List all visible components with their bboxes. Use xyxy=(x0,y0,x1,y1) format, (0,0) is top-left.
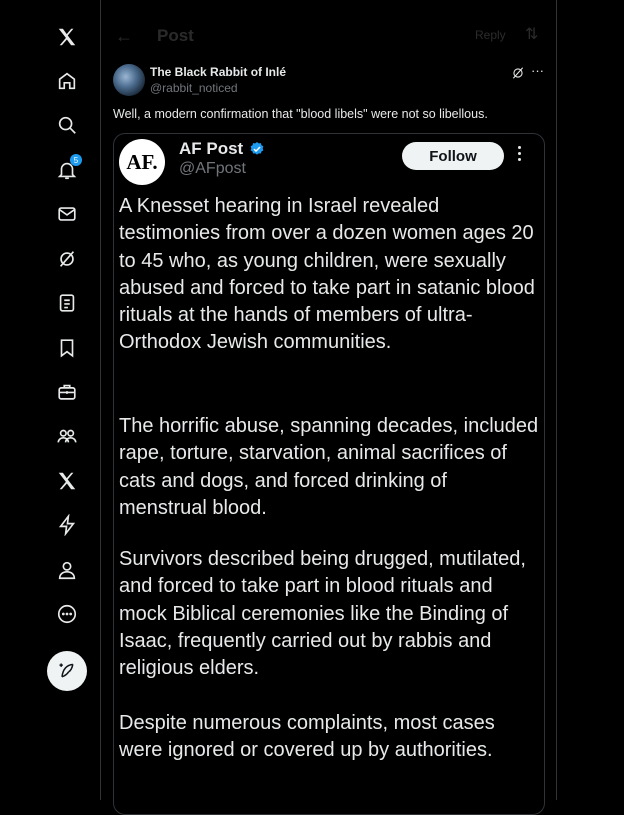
premium-x-icon[interactable] xyxy=(48,462,86,500)
af-post-logo[interactable]: AF. xyxy=(119,139,165,185)
messages-icon[interactable] xyxy=(48,195,86,233)
profile-icon[interactable] xyxy=(48,551,86,589)
quoted-author-handle[interactable]: @AFpost xyxy=(179,160,246,177)
home-icon[interactable] xyxy=(48,62,86,100)
back-arrow-icon[interactable]: ← xyxy=(115,26,133,46)
more-circle-icon[interactable] xyxy=(48,595,86,633)
search-icon[interactable] xyxy=(48,106,86,144)
main-column xyxy=(101,0,557,800)
x-logo-icon[interactable] xyxy=(48,18,86,56)
quoted-post[interactable] xyxy=(113,133,545,815)
post-more-icon[interactable]: ··· xyxy=(531,63,544,78)
page-title: Post xyxy=(157,26,194,45)
lists-icon[interactable] xyxy=(48,284,86,322)
author-handle[interactable]: @rabbit_noticed xyxy=(150,81,238,95)
quoted-more-icon[interactable] xyxy=(518,146,521,161)
lightning-icon[interactable] xyxy=(48,506,86,544)
verified-badge-icon xyxy=(249,141,265,157)
post-header xyxy=(101,18,556,54)
left-nav xyxy=(0,0,101,800)
quoted-author-name-text: AF Post xyxy=(179,139,244,158)
post-text: Well, a modern confirmation that "blood libels" were not so libellous. xyxy=(113,107,488,121)
communities-icon[interactable] xyxy=(48,417,86,455)
adjust-icon[interactable]: ⇅ xyxy=(525,26,539,43)
quoted-paragraph: A Knesset hearing in Israel revealed testimonies from over a dozen women ages 20 to 45 who, as young children, were sexually abused and forced to take part in satanic blood rituals at the hands of members of ultra-Orthodox Jewish communities. xyxy=(119,195,535,354)
jobs-icon[interactable] xyxy=(48,373,86,411)
notification-badge: 5 xyxy=(70,154,82,166)
bookmarks-icon[interactable] xyxy=(48,329,86,367)
grok-explain-icon[interactable] xyxy=(511,66,525,80)
grok-icon[interactable] xyxy=(48,240,86,278)
quoted-paragraph: The horrific abuse, spanning decades, included rape, torture, starvation, animal sacrifices of cats and dogs, and forced drinking of menstrual blood. xyxy=(119,415,539,519)
compose-post-button[interactable] xyxy=(47,651,87,691)
quoted-paragraph: Survivors described being drugged, mutilated, and forced to take part in blood rituals and mock Biblical ceremonies like the Binding of Isaac, frequently carried out by rabbis and religious elders. xyxy=(119,548,526,680)
reply-button[interactable]: Reply xyxy=(475,28,506,42)
notifications-icon[interactable] xyxy=(48,151,86,189)
quoted-paragraph: Despite numerous complaints, most cases were ignored or covered up by authorities. xyxy=(119,712,495,762)
follow-button[interactable]: Follow xyxy=(402,142,504,170)
author-name[interactable]: The Black Rabbit of Inlé xyxy=(150,65,287,79)
quoted-author-name[interactable] xyxy=(179,139,265,159)
avatar[interactable] xyxy=(113,64,145,96)
